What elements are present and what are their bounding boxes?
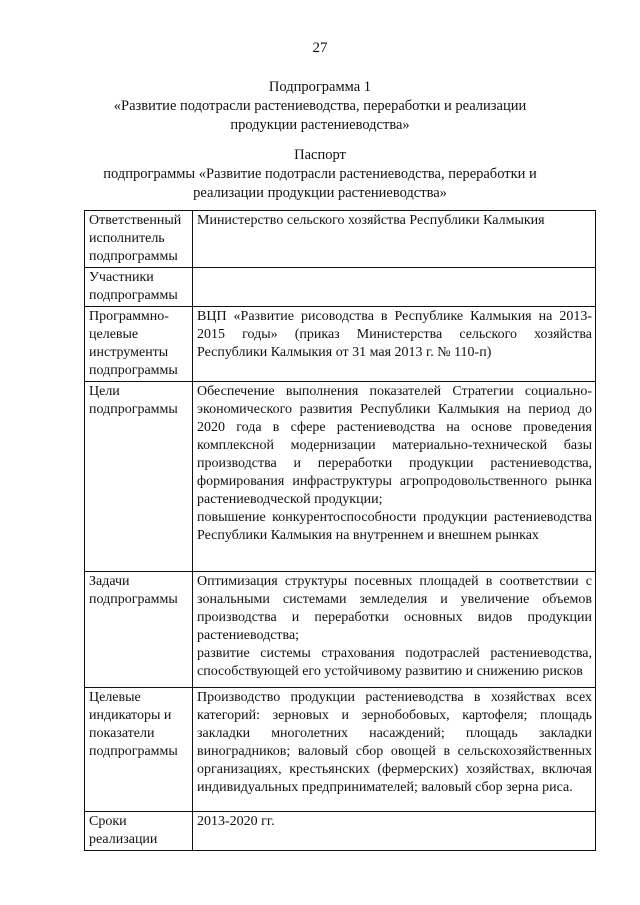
row-label: Сроки реализации [85, 812, 193, 851]
value-paragraph: Обеспечение выполнения показателей Стратегии социально-экономического развития Республики Калмыкия на период до 2020 года в сфере растениеводства на основе проведения комплексной модернизации материально-технической базы производства и переработки продукции растениеводства, формирования инфраструктуры агропродовольственного рынка растениеводческой продукции; [197, 384, 592, 507]
passport-table [84, 210, 596, 851]
value-paragraph: Оптимизация структуры посевных площадей в соответствии с зональными системами земледелия и увеличение объемов производства и переработки основных видов продукции растениеводства; [197, 574, 592, 643]
value-paragraph: Министерство сельского хозяйства Республики Калмыкия [197, 213, 545, 228]
subprogram-heading [60, 78, 580, 135]
row-value [193, 382, 596, 572]
subprogram-heading-line: продукции растениеводства» [230, 117, 410, 133]
value-paragraph: 2013-2020 гг. [197, 814, 275, 829]
subprogram-heading-line: Подпрограмма 1 [268, 79, 372, 95]
value-paragraph: Производство продукции растениеводства в хозяйствах всех категорий: зерновых и зернобобовых, картофеля; площадь закладки многолетних насаждений; площадь закладки виноградников; валовый сбор овощей в сельскохозяйственных организациях, крестьянских (фермерских) хозяйствах, включая индивидуальных предпринимателей; валовый сбор зерна риса. [197, 690, 592, 795]
row-label: Целевые индикаторы и показатели подпрограммы [85, 688, 193, 812]
table-row-participants [85, 268, 596, 307]
value-paragraph: развитие системы страхования подотраслей растениеводства, способствующей его устойчивому развитию и снижению рисков [197, 646, 592, 679]
row-label: Программно-целевые инструменты подпрограммы [85, 307, 193, 382]
value-paragraph: ВЦП «Развитие рисоводства в Республике Калмыкия на 2013-2015 годы» (приказ Министерства сельского хозяйства Республики Калмыкия от 31 мая 2013 г. № 110-п) [197, 309, 592, 360]
row-value [193, 307, 596, 382]
passport-title-line: реализации продукции растениеводства» [193, 185, 447, 201]
row-label: Участники подпрограммы [85, 268, 193, 307]
value-paragraph: повышение конкурентоспособности продукции растениеводства Республики Калмыкия на внутреннем и внешнем рынках [197, 510, 592, 543]
row-value [193, 812, 596, 851]
table-row-indicators [85, 688, 596, 812]
row-value [193, 572, 596, 688]
passport-title-line: подпрограммы «Развитие подотрасли растениеводства, переработки и [103, 166, 537, 182]
table-row-goals [85, 382, 596, 572]
row-label: Цели подпрограммы [85, 382, 193, 572]
row-label: Ответственный исполнитель подпрограммы [85, 211, 193, 268]
table-row-terms [85, 812, 596, 851]
passport-title [60, 146, 580, 203]
table-row-responsible [85, 211, 596, 268]
table-row-tasks [85, 572, 596, 688]
row-value [193, 688, 596, 812]
row-value [193, 211, 596, 268]
table-row-program-tools [85, 307, 596, 382]
passport-title-line: Паспорт [294, 147, 346, 163]
row-value [193, 268, 596, 307]
page-number: 27 [312, 40, 328, 56]
row-label: Задачи подпрограммы [85, 572, 193, 688]
subprogram-heading-line: «Развитие подотрасли растениеводства, переработки и реализации [113, 98, 527, 114]
